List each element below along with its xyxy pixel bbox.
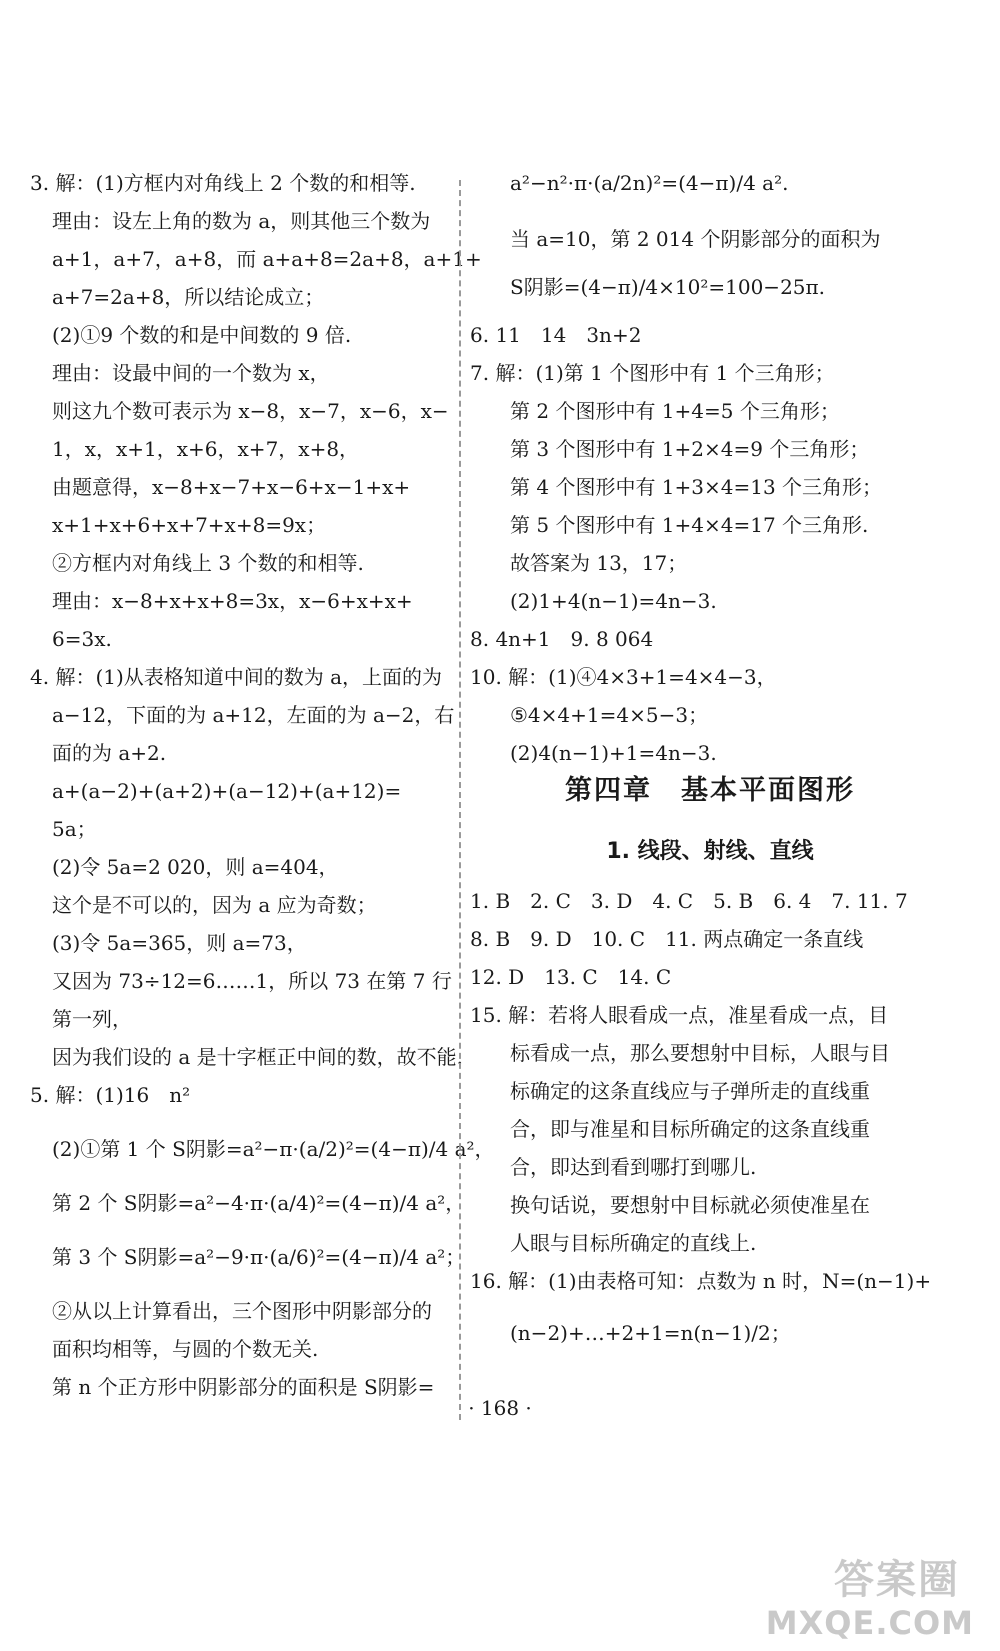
answer-line: 理由：设左上角的数为 a，则其他三个数为 [52, 209, 431, 233]
answer-line: a−12，下面的为 a+12，左面的为 a−2，右 [52, 703, 455, 727]
answer-line: 1. B 2. C 3. D 4. C 5. B 6. 4 7. 11. 7 [470, 889, 908, 913]
watermark-url: MXQE.COM [765, 1604, 974, 1642]
answer-line: 标看成一点，那么要想射中目标，人眼与目 [510, 1041, 890, 1065]
answer-line: 换句话说，要想射中目标就必须使准星在 [510, 1193, 870, 1217]
answer-line: 5. 解：(1)16 n² [30, 1083, 191, 1107]
answer-line: (2)①9 个数的和是中间数的 9 倍. [52, 323, 352, 347]
page-number: · 168 · [468, 1396, 532, 1420]
answer-line: 6=3x. [52, 627, 112, 651]
answer-line: 5a； [52, 817, 97, 841]
answer-line: 10. 解：(1)④4×3+1=4×4−3， [470, 665, 777, 689]
section-title: 1. 线段、射线、直线 [606, 839, 814, 864]
answer-line: 第 2 个 S阴影=a²−4·π·(a/4)²=(4−π)/4 a²， [52, 1191, 466, 1215]
answer-line: 当 a=10，第 2 014 个阴影部分的面积为 [510, 227, 881, 251]
answer-line: 人眼与目标所确定的直线上. [510, 1231, 757, 1255]
answer-line: 面的为 a+2. [52, 741, 167, 765]
answer-line: S阴影=(4−π)/4×10²=100−25π. [510, 275, 826, 299]
watermark-text: 答案圈 [834, 1557, 960, 1603]
column-divider [459, 180, 461, 1420]
answer-line: 第 5 个图形中有 1+4×4=17 个三角形. [510, 513, 869, 537]
answer-line: (n−2)+…+2+1=n(n−1)/2； [510, 1321, 791, 1345]
answer-line: (2)令 5a=2 020，则 a=404， [52, 855, 339, 879]
answer-line: 第 n 个正方形中阴影部分的面积是 S阴影= [52, 1375, 435, 1399]
answer-line: 4. 解：(1)从表格知道中间的数为 a，上面的为 [30, 665, 443, 689]
answer-line: a²−n²·π·(a/2n)²=(4−π)/4 a². [510, 171, 789, 195]
answer-line: ②从以上计算看出，三个图形中阴影部分的 [52, 1299, 432, 1323]
answer-line: 16. 解：(1)由表格可知：点数为 n 时，N=(n−1)+ [470, 1269, 932, 1293]
answer-line: 这个是不可以的，因为 a 应为奇数； [52, 893, 377, 917]
answer-line: a+1，a+7，a+8，而 a+a+8=2a+8，a+1+ [52, 247, 482, 271]
answer-line: 又因为 73÷12=6……1，所以 73 在第 7 行 [52, 969, 452, 993]
answer-line: 因为我们设的 a 是十字框正中间的数，故不能. [52, 1045, 463, 1069]
chapter-title: 第四章 基本平面图形 [565, 775, 855, 806]
answer-line: 合，即达到看到哪打到哪儿. [510, 1155, 757, 1179]
answer-line: 7. 解：(1)第 1 个图形中有 1 个三角形； [470, 361, 835, 385]
answer-line: a+(a−2)+(a+2)+(a−12)+(a+12)= [52, 779, 402, 803]
answer-line: (2)①第 1 个 S阴影=a²−π·(a/2)²=(4−π)/4 a²， [52, 1137, 495, 1161]
answer-line: 第 4 个图形中有 1+3×4=13 个三角形； [510, 475, 883, 499]
answer-line: 由题意得，x−8+x−7+x−6+x−1+x+ [52, 475, 411, 499]
answer-line: 15. 解：若将人眼看成一点，准星看成一点，目 [470, 1003, 889, 1027]
answer-line: 1，x，x+1，x+6，x+7，x+8， [52, 437, 360, 461]
watermark-logo [765, 1548, 980, 1643]
answer-line: 标确定的这条直线应与子弹所走的直线重 [510, 1079, 870, 1103]
answer-line: 故答案为 13，17； [510, 551, 688, 575]
answer-line: (2)4(n−1)+1=4n−3. [510, 741, 717, 765]
answer-line: 理由：设最中间的一个数为 x， [52, 361, 330, 385]
answer-line: 理由：x−8+x+x+8=3x，x−6+x+x+ [52, 589, 413, 613]
answer-line: 3. 解：(1)方框内对角线上 2 个数的和相等. [30, 171, 416, 195]
answer-line: x+1+x+6+x+7+x+8=9x； [52, 513, 327, 537]
answer-line: 第 2 个图形中有 1+4=5 个三角形； [510, 399, 840, 423]
answer-line: 则这九个数可表示为 x−8，x−7，x−6，x− [52, 399, 449, 423]
answer-line: 6. 11 14 3n+2 [470, 323, 642, 347]
answer-line: a+7=2a+8，所以结论成立； [52, 285, 325, 309]
answer-line: 第 3 个 S阴影=a²−9·π·(a/6)²=(4−π)/4 a²； [52, 1245, 466, 1269]
answer-line: ⑤4×4+1=4×5−3； [510, 703, 709, 727]
answer-line: 8. B 9. D 10. C 11. 两点确定一条直线 [470, 927, 864, 951]
answer-line: 面积均相等，与圆的个数无关. [52, 1337, 319, 1361]
answer-line: 第一列， [52, 1007, 132, 1031]
answer-line: ②方框内对角线上 3 个数的和相等. [52, 551, 364, 575]
answer-line: (3)令 5a=365，则 a=73， [52, 931, 307, 955]
answer-line: (2)1+4(n−1)=4n−3. [510, 589, 717, 613]
answer-line: 12. D 13. C 14. C [470, 965, 672, 989]
answer-line: 合，即与准星和目标所确定的这条直线重 [510, 1117, 870, 1141]
answer-line: 第 3 个图形中有 1+2×4=9 个三角形； [510, 437, 870, 461]
answer-line: 8. 4n+1 9. 8 064 [470, 627, 654, 651]
